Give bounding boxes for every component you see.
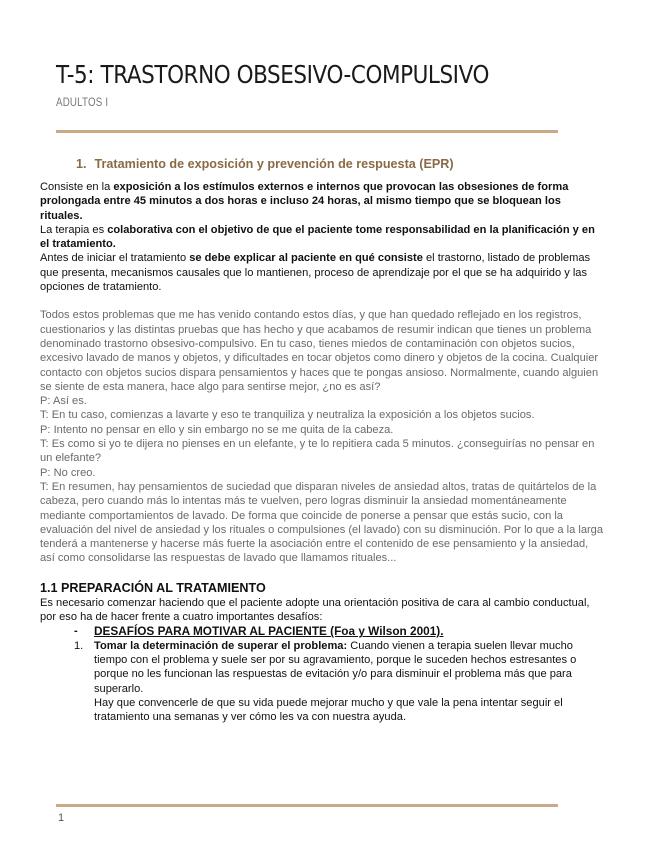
spacer — [40, 294, 604, 308]
paragraph-explicar — [40, 251, 604, 294]
dialogue-line: P: No creo. — [40, 466, 96, 479]
dialogue-line: P: Así es. — [40, 395, 87, 408]
page-subtitle: ADULTOS I — [56, 97, 109, 109]
page-title: T-5: TRASTORNO OBSESIVO-COMPULSIVO — [56, 60, 489, 89]
bold-text: colaborativa con el objetivo de que el paciente tome responsabilidad en la planificación y en el tratamiento. — [40, 223, 595, 251]
list-item-paragraph: Hay que convencerle de que su vida puede mejorar mucho y que vale la pena intentar seguir el tratamiento una semanas y ver cómo les va con nuestra ayuda. — [94, 696, 563, 724]
list-marker: - — [74, 625, 78, 638]
challenges-list — [40, 624, 604, 724]
paragraph-text: Antes de iniciar el tratamiento — [40, 252, 190, 265]
bold-text: Tomar la determinación de superar el problema: — [94, 639, 348, 652]
paragraph-text: el trastorno, listado de problemas que presenta, mecanismos causales que lo mantienen, proceso de aprendizaje por el que se ha adquirido y las opciones de tratamiento. — [40, 252, 591, 294]
section-heading-text: Tratamiento de exposición y prevención de respuesta (EPR) — [94, 157, 454, 171]
list-item — [74, 639, 604, 725]
section-heading-1 — [76, 157, 454, 171]
paragraph-preparacion: Es necesario comenzar haciendo que el paciente adopte una orientación positiva de cara al cambio conductual, por eso ha de hacer frente a cuatro importantes desafíos: — [40, 596, 590, 624]
paragraph-text: La terapia es — [40, 223, 108, 236]
dialogue-line: P: Intento no pensar en ello y sin embargo no se me quita de la cabeza. — [40, 423, 394, 436]
bold-text: se debe explicar al paciente en qué consiste — [189, 252, 423, 265]
paragraph-colaborativa — [40, 223, 604, 252]
document-body — [40, 180, 604, 724]
dialogue-line: T: Es como si yo te dijera no pienses en un elefante, y te lo repitiera cada 5 minutos. ¿conseguirías no pensar en un elefante? — [40, 438, 595, 465]
list-item-text: DESAFÍOS PARA MOTIVAR AL PACIENTE (Foa y Wilson 2001). — [94, 624, 444, 639]
dialogue-example — [40, 308, 604, 565]
dialogue-line: T: En tu caso, comienzas a lavarte y eso te tranquiliza y neutraliza la exposición a los objetos sucios. — [40, 409, 535, 422]
section-number: 1. — [76, 157, 87, 171]
section-heading-1-1: 1.1 PREPARACIÓN AL TRATAMIENTO — [40, 580, 266, 595]
list-item-content — [94, 639, 604, 725]
page-number: 1 — [58, 812, 65, 824]
footer-divider — [56, 804, 558, 807]
bold-text: exposición a los estímulos externos e internos que provocan las obsesiones de forma prolongada entre 45 minutos a dos horas e incluso 24 horas, al mismo tiempo que se bloquean los rituales. — [40, 181, 569, 222]
dialogue-intro: Todos estos problemas que me has venido contando estos días, y que han quedado reflejado en los registros, cuestionarios y las distintas pruebas que has hecho y que acabamos de resumir indican que tienes un problema denominado trastorno obsesivo-compulsivo. En tu caso, tienes miedos de contaminación con objetos sucios, excesivo lavado de manos y objetos, y dificultades en tocar objetos como dinero y objetos de la cocina. Cualquier contacto con objetos sucios dispara pensamientos y haces que te pongas ansioso. Normalmente, cuando alguien se siente de esta manera, hace algo para sentirse mejor, ¿no es así? — [40, 309, 599, 393]
paragraph-text: Cuando vienen a terapia suelen llevar mucho tiempo con el problema y suele ser por su agravamiento, porque le suceden hechos estresantes o porque no les funcionan las respuestas de evitación y/o para disminuir el problema más que para superarlo. — [94, 639, 577, 695]
list-marker: 1. — [74, 639, 84, 652]
paragraph-text: Consiste en la — [40, 181, 114, 193]
list-item — [74, 624, 604, 638]
paragraph-exposicion — [40, 180, 604, 223]
dialogue-line: T: En resumen, hay pensamientos de suciedad que disparan niveles de ansiedad altos, tratas de quitártelos de la cabeza, pero cuando más lo intentas más te vuelven, pero logras disminuir la ansiedad momentáneamente mediante comportamientos de lavado. De forma que coincide de ponerse a pensar que estás sucio, con la evaluación del nivel de ansiedad y los rituales o compulsiones (el lavado) con su disminución. Por lo que a la larga tenderá a mantenerse y hacerse más fuerte la asociación entre el contenido de ese pensamiento y la ansiedad, así como consolidarse las respuestas de lavado que llamamos rituales... — [40, 480, 604, 565]
header-divider — [56, 130, 558, 133]
list-item-paragraph — [94, 639, 604, 696]
